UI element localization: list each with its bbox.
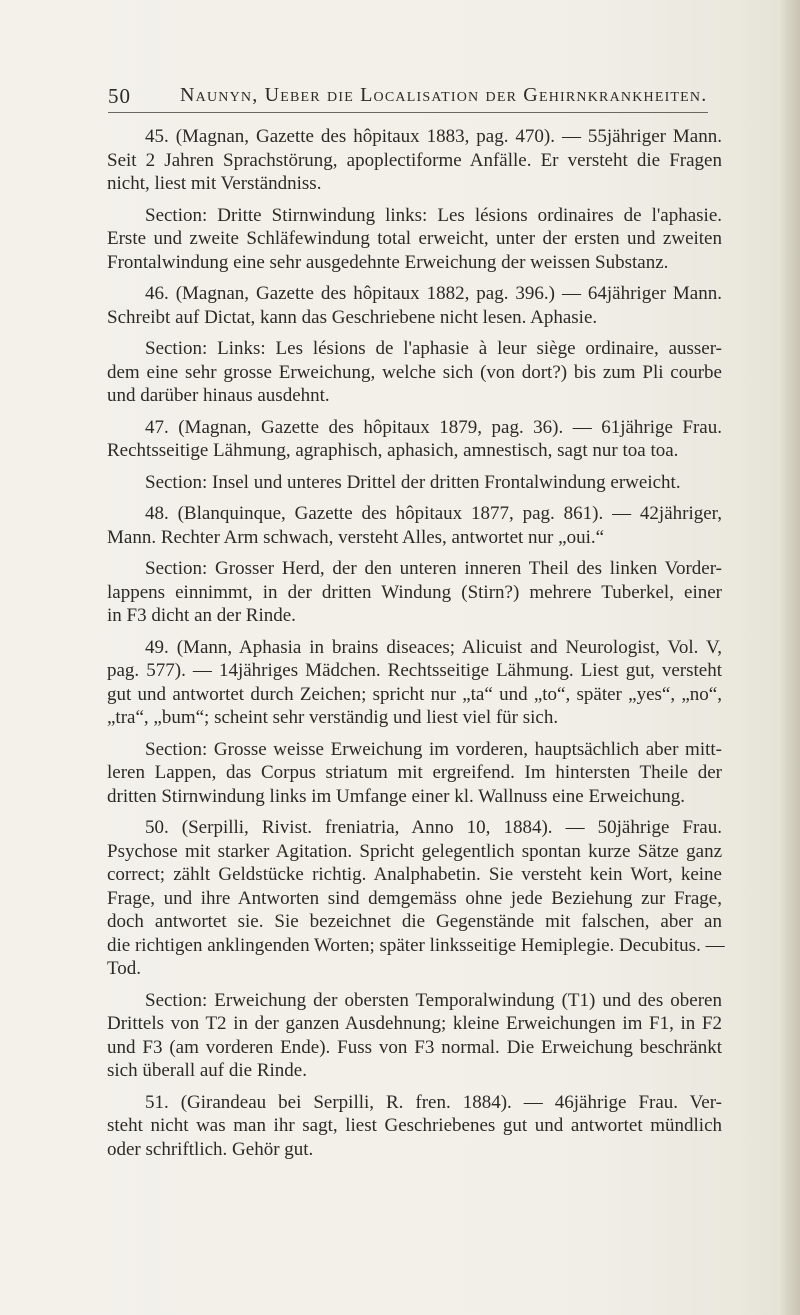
paragraph [107, 471, 722, 495]
paragraph [107, 125, 722, 196]
text-line: 48. (Blanquinque, Gazette des hôpitaux 1877, pag. 861). — 42jähriger, [145, 503, 722, 524]
text-line: 45. (Magnan, Gazette des hôpitaux 1883, pag. 470). — 55jähriger Mann. [145, 126, 722, 147]
text-line: Section: Links: Les lésions de l'aphasie à leur siège ordinaire, ausser- [145, 338, 722, 359]
header-rule [108, 112, 708, 113]
text-line: gut und antwortet durch Zeichen; spricht nur „ta“ und „to“, später „yes“, „no“, [107, 683, 722, 705]
text-line: Section: Insel und unteres Drittel der dritten Frontalwindung erweicht. [145, 471, 681, 493]
text-line: Seit 2 Jahren Sprachstörung, apoplectiforme Anfälle. Er versteht die Fragen [107, 149, 722, 171]
text-line: Frage, und ihre Antworten sind demgemäss ohne jede Beziehung zur Frage, [107, 887, 722, 909]
page-header [108, 84, 718, 114]
paragraph [107, 636, 722, 730]
page-number: 50 [108, 84, 131, 108]
page-body [107, 125, 725, 1169]
text-line: nicht, liest mit Verständniss. [107, 173, 322, 194]
text-line: und darüber hinaus ausdehnt. [107, 385, 330, 406]
text-line: correct; zählt Geldstücke richtig. Analphabetin. Sie versteht kein Wort, keine [107, 864, 722, 885]
paragraph [107, 816, 725, 981]
text-line: Drittels von T2 in der ganzen Ausdehnung; kleine Erweichungen im F1, in F2 [107, 1013, 722, 1034]
text-line: die richtigen anklingenden Worten; später linksseitige Hemiplegie. Decubitus. — [107, 934, 725, 956]
paragraph [107, 416, 722, 463]
text-line: lappens einnimmt, in der dritten Windung (Stirn?) mehrere Tuberkel, einer [107, 581, 722, 603]
text-line: 47. (Magnan, Gazette des hôpitaux 1879, pag. 36). — 61jährige Frau. [145, 416, 722, 438]
text-line: 49. (Mann, Aphasia in brains diseaces; Alicuist and Neurologist, Vol. V, [145, 636, 722, 658]
paragraph [107, 282, 722, 329]
text-line: leren Lappen, das Corpus striatum mit ergreifend. Im hintersten Theile der [107, 762, 722, 783]
text-line: 46. (Magnan, Gazette des hôpitaux 1882, pag. 396.) — 64jähriger Mann. [145, 283, 722, 304]
text-line: Section: Grosser Herd, der den unteren inneren Theil des linken Vorder- [145, 558, 722, 579]
text-line: Frontalwindung eine sehr ausgedehnte Erweichung der weissen Substanz. [107, 251, 669, 273]
text-line: Erste und zweite Schläfewindung total erweicht, unter der ersten und zweiten [107, 228, 722, 249]
page-edge-shadow [778, 0, 800, 1315]
text-line: 51. (Girandeau bei Serpilli, R. fren. 1884). — 46jährige Frau. Ver- [145, 1091, 722, 1113]
paragraph [107, 557, 722, 628]
text-line: pag. 577). — 14jähriges Mädchen. Rechtsseitige Lähmung. Liest gut, versteht [107, 660, 722, 681]
text-line: steht nicht was man ihr sagt, liest Geschriebenes gut und antwortet mündlich [107, 1115, 722, 1136]
paragraph [107, 1091, 722, 1162]
text-line: dritten Stirnwindung links im Umfange einer kl. Wallnuss eine Erweichung. [107, 785, 686, 807]
text-line: sich überall auf die Rinde. [107, 1060, 307, 1081]
running-title: Naunyn, Ueber die Localisation der Gehirnkrankheiten. [180, 84, 708, 106]
text-line: 50. (Serpilli, Rivist. freniatria, Anno 10, 1884). — 50jährige Frau. [145, 817, 722, 838]
text-line: dem eine sehr grosse Erweichung, welche sich (von dort?) bis zum Pli courbe [107, 361, 722, 383]
text-line: Section: Dritte Stirnwindung links: Les lésions ordinaires de l'aphasie. [145, 204, 722, 226]
text-line: Section: Grosse weisse Erweichung im vorderen, hauptsächlich aber mitt- [145, 738, 722, 760]
text-line: oder schriftlich. Gehör gut. [107, 1138, 314, 1160]
paragraph [107, 337, 722, 408]
text-line: Psychose mit starker Agitation. Spricht gelegentlich spontan kurze Sätze ganz [107, 840, 722, 862]
text-line: Mann. Rechter Arm schwach, versteht Alles, antwortet nur „oui.“ [107, 526, 605, 548]
text-line: Rechtsseitige Lähmung, agraphisch, aphasich, amnestisch, sagt nur toa toa. [107, 440, 679, 461]
text-line: Schreibt auf Dictat, kann das Geschriebene nicht lesen. Aphasie. [107, 306, 598, 328]
text-line: Tod. [107, 958, 142, 979]
paragraph [107, 204, 722, 275]
text-line: doch antwortet sie. Sie bezeichnet die Gegenstände mit falschen, aber an [107, 911, 722, 932]
text-line: in F3 dicht an der Rinde. [107, 605, 296, 626]
text-line: Section: Erweichung der obersten Temporalwindung (T1) und des oberen [145, 989, 722, 1011]
paragraph [107, 989, 722, 1083]
paragraph [107, 738, 722, 809]
paragraph [107, 502, 722, 549]
text-line: und F3 (am vorderen Ende). Fuss von F3 normal. Die Erweichung beschränkt [107, 1036, 722, 1058]
text-line: „tra“, „bum“; scheint sehr verständig und liest viel für sich. [107, 707, 559, 728]
